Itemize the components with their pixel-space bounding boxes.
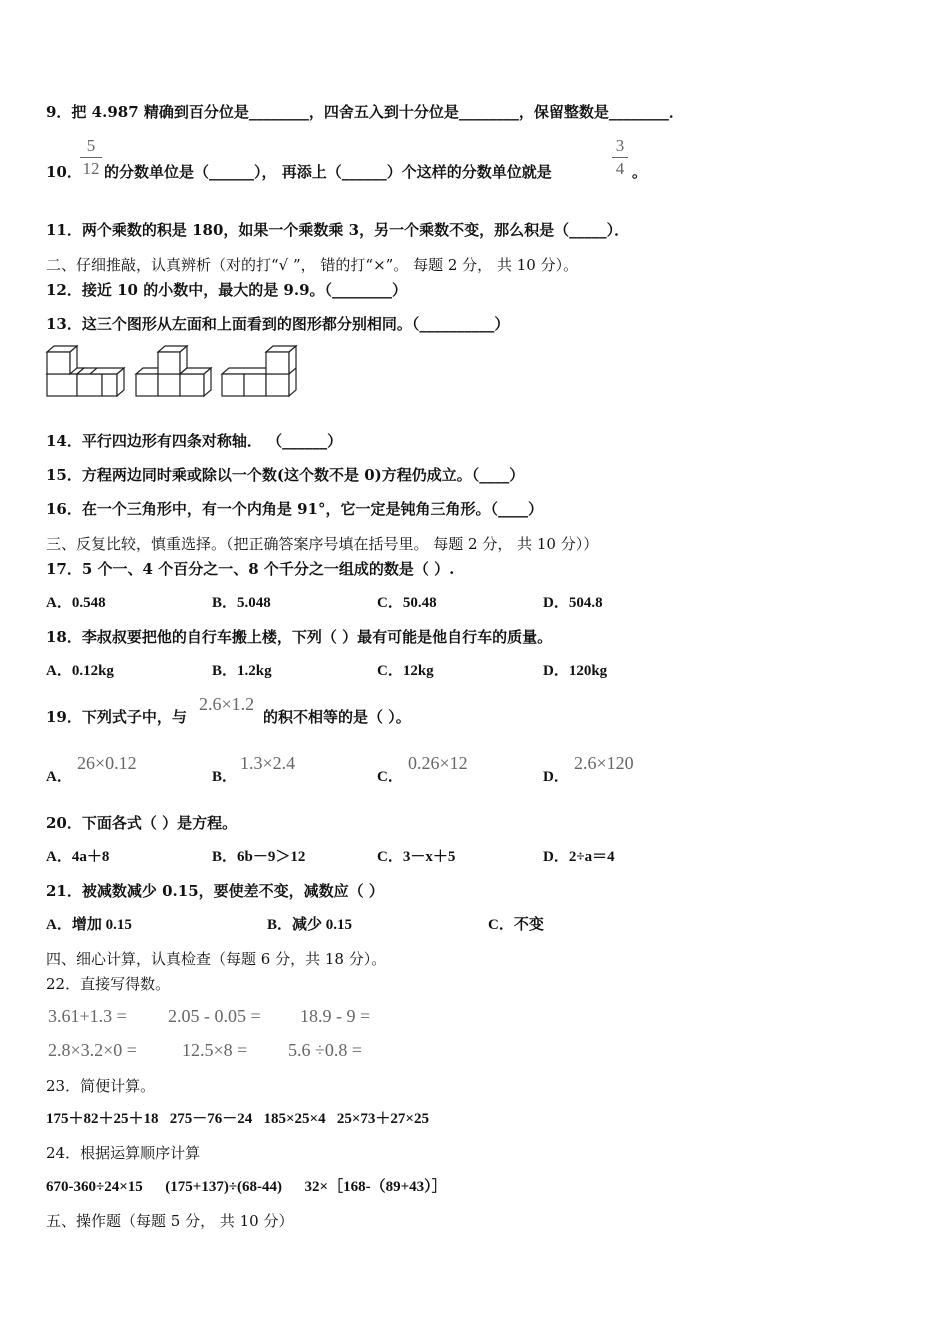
q19-option-c-expr: 0.26×12 — [408, 753, 468, 773]
q22-r2-c2: 12.5×8 = — [182, 1040, 248, 1060]
q22-r1-c3: 18.9 - 9 = — [300, 1006, 371, 1026]
fraction-bar — [80, 157, 102, 158]
question-23: 23．简便计算。 — [46, 1077, 156, 1095]
q19-option-d-label: D． — [543, 769, 569, 785]
q17-option-d: D．504.8 — [543, 595, 603, 611]
question-22: 22．直接写得数。 — [46, 975, 171, 993]
q19-option-b-expr: 1.3×2.4 — [240, 753, 296, 773]
q17-option-b: B．5.048 — [212, 595, 271, 611]
question-10-end: 。 — [632, 163, 648, 181]
q18-option-c: C．12kg — [377, 663, 434, 679]
question-18: 18．李叔叔要把他的自行车搬上楼，下列（ ）最有可能是他自行车的质量。 — [46, 628, 553, 646]
q18-option-a: A．0.12kg — [46, 663, 114, 679]
q19-expression: 2.6×1.2 — [199, 694, 255, 714]
q21-option-a: A．增加 0.15 — [46, 917, 132, 933]
fraction-5-12 — [80, 137, 102, 178]
q19-option-b-label: B． — [212, 769, 238, 785]
question-13: 13．这三个图形从左面和上面看到的图形都分别相同。（__________） — [46, 315, 510, 333]
question-21: 21．被减数减少 0.15，要使差不变，减数应（ ） — [46, 882, 384, 900]
q22-r2-c1: 2.8×3.2×0 = — [48, 1040, 137, 1060]
question-10-text: 的分数单位是（______）， 再添上（______）个这样的分数单位就是 — [104, 163, 552, 181]
cube-figure-2 — [136, 346, 211, 396]
q19-option-a-label: A． — [46, 769, 72, 785]
question-15: 15．方程两边同时乘或除以一个数(这个数不是 0)方程仍成立。（____） — [46, 466, 525, 484]
fraction-3-4 — [612, 137, 628, 178]
question-14: 14．平行四边形有四条对称轴． （______） — [46, 432, 343, 450]
section-4-heading: 四、细心计算，认真检查（每题 6 分，共 18 分）。 — [46, 950, 387, 968]
question-9: 9．把 4.987 精确到百分位是________，四舍五入到十分位是________，保留整数是________． — [46, 103, 684, 121]
q17-option-c: C．50.48 — [377, 595, 437, 611]
q19-option-a-expr: 26×0.12 — [77, 753, 137, 773]
cube-figure-1 — [47, 346, 124, 396]
question-24: 24．根据运算顺序计算 — [46, 1144, 201, 1162]
q23-expressions: 175＋82＋25＋18 275－76－24 185×25×4 25×73＋27×25 — [46, 1111, 429, 1127]
fraction-numerator: 3 — [615, 136, 625, 155]
q18-option-d: D．120kg — [543, 663, 608, 679]
question-19-suffix: 的积不相等的是（ ）。 — [263, 708, 411, 726]
q24-expressions: 670-360÷24×15 (175+137)÷(68-44) 32×［168-（89+43）］ — [46, 1179, 447, 1195]
question-20: 20．下面各式（ ）是方程。 — [46, 814, 238, 832]
q17-option-a: A．0.548 — [46, 595, 106, 611]
fraction-numerator: 5 — [86, 136, 96, 155]
q20-option-d: D．2÷a＝4 — [543, 849, 615, 865]
fraction-denominator: 4 — [615, 159, 625, 178]
q22-r2-c3: 5.6 ÷0.8 = — [288, 1040, 363, 1060]
q19-option-c-label: C． — [377, 769, 403, 785]
q19-option-d-expr: 2.6×120 — [574, 753, 634, 773]
q21-option-b: B．减少 0.15 — [267, 917, 353, 933]
q20-option-c: C．3－x＋5 — [377, 849, 456, 865]
question-19-prefix: 19．下列式子中，与 — [46, 708, 187, 726]
q20-option-a: A．4a＋8 — [46, 849, 110, 865]
cube-figure-3 — [222, 346, 296, 396]
fraction-bar — [612, 157, 628, 158]
question-11: 11．两个乘数的积是 180，如果一个乘数乘 3，另一个乘数不变，那么积是（_____）． — [46, 221, 630, 239]
question-10-number: 10． — [46, 163, 82, 181]
q21-option-c: C．不变 — [488, 917, 544, 933]
q18-option-b: B．1.2kg — [212, 663, 272, 679]
cube-figures — [44, 344, 304, 402]
section-3-heading: 三、反复比较，慎重选择。（把正确答案序号填在括号里。 每题 2 分， 共 10 分）） — [46, 535, 599, 553]
q20-option-b: B．6b－9＞12 — [212, 849, 306, 865]
question-12: 12．接近 10 的小数中，最大的是 9.9。（________） — [46, 281, 408, 299]
question-17: 17．5 个一、4 个百分之一、8 个千分之一组成的数是（ ）. — [46, 560, 455, 578]
q22-r1-c2: 2.05 - 0.05 = — [168, 1006, 261, 1026]
question-16: 16．在一个三角形中，有一个内角是 91°，它一定是钝角三角形。（____） — [46, 500, 543, 518]
section-5-heading: 五、操作题（每题 5 分， 共 10 分） — [46, 1212, 294, 1230]
fraction-denominator: 12 — [82, 159, 100, 178]
q22-r1-c1: 3.61+1.3 = — [48, 1006, 127, 1026]
section-2-heading: 二、仔细推敲，认真辨析（对的打“√ ”， 错的打“×”。 每题 2 分， 共 10 分）。 — [46, 256, 579, 274]
